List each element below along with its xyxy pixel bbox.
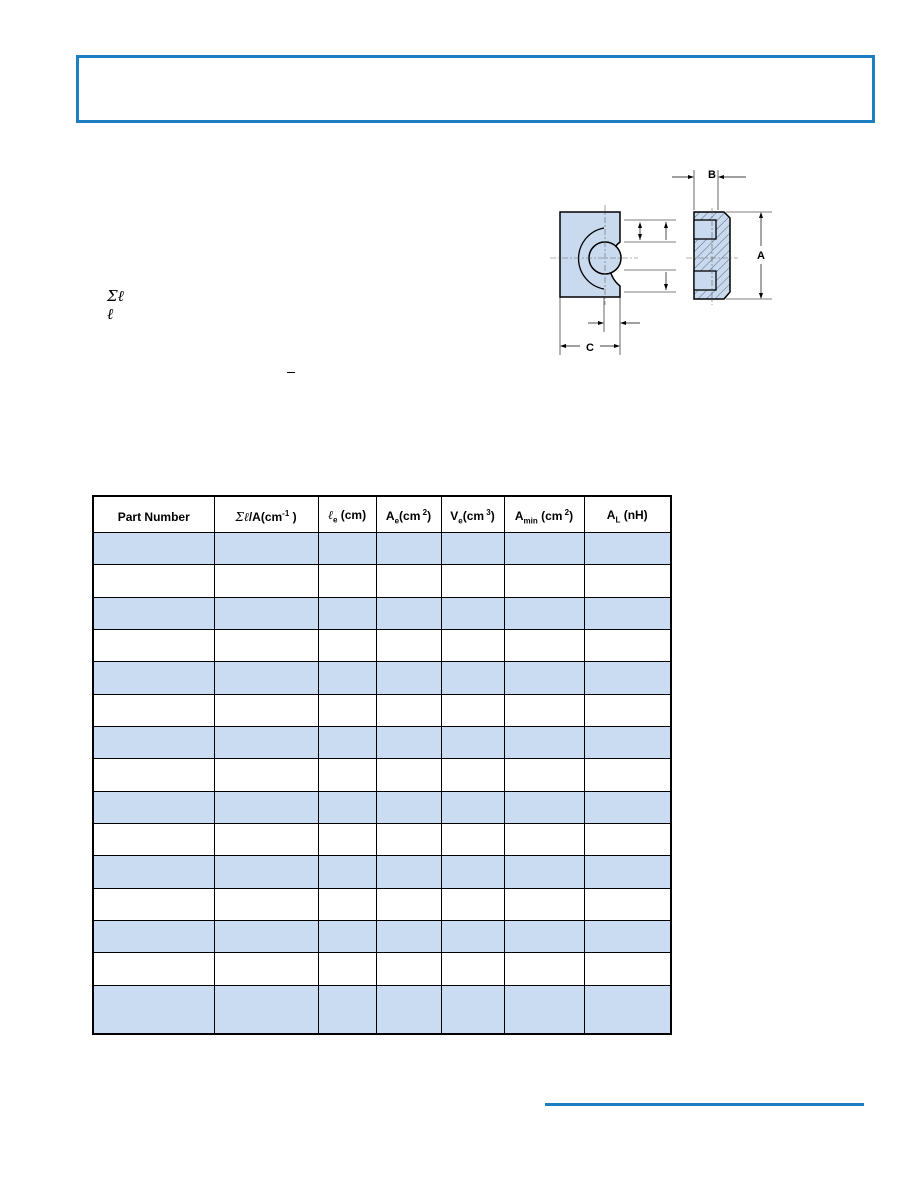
table-cell — [214, 597, 318, 629]
table-row — [93, 921, 671, 953]
table-cell — [441, 985, 504, 1034]
table-row — [93, 824, 671, 856]
table-cell — [584, 953, 671, 985]
table-cell — [376, 921, 441, 953]
table-cell — [214, 953, 318, 985]
dimension-label-a: A — [757, 250, 765, 262]
header-box — [76, 55, 875, 123]
table-row — [93, 791, 671, 823]
core-dimension-diagram — [548, 160, 778, 365]
table-cell — [441, 662, 504, 694]
table-cell — [93, 759, 214, 791]
table-row — [93, 565, 671, 597]
table-cell — [504, 856, 584, 888]
table-cell — [376, 565, 441, 597]
ell-symbol: ℓ — [107, 305, 114, 323]
core-specification-table — [92, 495, 672, 1035]
table-cell — [214, 824, 318, 856]
header-amin: $A_{min}$ (cm $^2$) — [504, 496, 584, 533]
table-cell — [318, 888, 376, 920]
table-cell — [441, 953, 504, 985]
table-cell — [441, 597, 504, 629]
table-cell — [376, 694, 441, 726]
table-cell — [584, 888, 671, 920]
table-cell — [214, 888, 318, 920]
table-cell — [93, 727, 214, 759]
footer-rule — [545, 1103, 864, 1106]
table-cell — [214, 856, 318, 888]
table-cell — [376, 759, 441, 791]
table-cell — [93, 565, 214, 597]
dimension-label-b: B — [708, 169, 716, 181]
table-cell — [584, 921, 671, 953]
table-cell — [93, 662, 214, 694]
table-cell — [318, 985, 376, 1034]
table-cell — [376, 630, 441, 662]
table-cell — [504, 727, 584, 759]
table-cell — [318, 856, 376, 888]
table-cell — [584, 533, 671, 565]
table-cell — [318, 824, 376, 856]
table-cell — [504, 597, 584, 629]
header-le: ℓ$_e$ (cm) — [318, 496, 376, 533]
table-cell — [214, 985, 318, 1034]
table-row — [93, 662, 671, 694]
table-cell — [214, 565, 318, 597]
table-cell — [584, 694, 671, 726]
table-cell — [441, 888, 504, 920]
table-cell — [584, 985, 671, 1034]
table-cell — [376, 953, 441, 985]
table-row — [93, 759, 671, 791]
table-cell — [584, 824, 671, 856]
table-row — [93, 985, 671, 1034]
table-cell — [318, 662, 376, 694]
table-cell — [504, 791, 584, 823]
dimension-label-c: C — [586, 342, 594, 354]
table-cell — [214, 727, 318, 759]
table-cell — [93, 694, 214, 726]
table-cell — [318, 565, 376, 597]
table-cell — [584, 565, 671, 597]
table-cell — [504, 533, 584, 565]
table-cell — [376, 888, 441, 920]
table-cell — [214, 694, 318, 726]
header-ve: $V_e(cm$ $^3$) — [441, 496, 504, 533]
table-cell — [584, 791, 671, 823]
table-cell — [441, 533, 504, 565]
table-cell — [504, 630, 584, 662]
table-cell — [318, 597, 376, 629]
table-row — [93, 630, 671, 662]
table-row — [93, 533, 671, 565]
table-cell — [318, 694, 376, 726]
table-header-row — [93, 496, 671, 533]
core-side-view — [672, 169, 772, 305]
table-cell — [376, 662, 441, 694]
table-cell — [504, 694, 584, 726]
table-cell — [214, 662, 318, 694]
table-cell — [93, 856, 214, 888]
table-cell — [376, 824, 441, 856]
table-cell — [93, 985, 214, 1034]
table-cell — [504, 888, 584, 920]
table-cell — [93, 630, 214, 662]
table-cell — [441, 694, 504, 726]
table-row — [93, 727, 671, 759]
table-cell — [441, 856, 504, 888]
header-sum-l-over-a: $\Sigma\ell/A(cm^{-1}$ ) — [214, 496, 318, 533]
table-row — [93, 888, 671, 920]
table-cell — [93, 921, 214, 953]
table-cell — [441, 921, 504, 953]
table-cell — [93, 888, 214, 920]
table-cell — [376, 597, 441, 629]
table-cell — [504, 565, 584, 597]
table-cell — [93, 953, 214, 985]
table-cell — [214, 791, 318, 823]
table-cell — [441, 759, 504, 791]
table-cell — [376, 533, 441, 565]
table-cell — [93, 824, 214, 856]
table-cell — [376, 856, 441, 888]
table-cell — [504, 824, 584, 856]
table-cell — [376, 727, 441, 759]
table-cell — [584, 856, 671, 888]
table-cell — [584, 662, 671, 694]
table-cell — [318, 727, 376, 759]
table-cell — [376, 791, 441, 823]
table-cell — [214, 630, 318, 662]
table-cell — [93, 533, 214, 565]
table-cell — [584, 727, 671, 759]
table-cell — [441, 630, 504, 662]
overbar-mark — [287, 372, 295, 373]
table-cell — [318, 921, 376, 953]
table-cell — [93, 791, 214, 823]
core-front-view — [550, 205, 676, 355]
table-cell — [504, 662, 584, 694]
table-body — [93, 533, 671, 1035]
table-cell — [441, 727, 504, 759]
table-cell — [214, 921, 318, 953]
sum-ell-symbol: Σℓ — [107, 287, 124, 305]
table-cell — [441, 565, 504, 597]
header-part-number: Part Number — [93, 496, 214, 533]
table-row — [93, 856, 671, 888]
table-cell — [318, 533, 376, 565]
header-al: $A_L$ (nH) — [584, 496, 671, 533]
table-cell — [318, 759, 376, 791]
table-row — [93, 597, 671, 629]
table-cell — [441, 824, 504, 856]
table-cell — [318, 630, 376, 662]
table-row — [93, 953, 671, 985]
table-cell — [441, 791, 504, 823]
table-row — [93, 694, 671, 726]
table-cell — [584, 759, 671, 791]
table-cell — [584, 597, 671, 629]
table-cell — [504, 953, 584, 985]
table-cell — [504, 921, 584, 953]
table-cell — [504, 985, 584, 1034]
table-cell — [504, 759, 584, 791]
table-cell — [584, 630, 671, 662]
table-cell — [318, 953, 376, 985]
table-cell — [214, 533, 318, 565]
table-cell — [376, 985, 441, 1034]
table-cell — [93, 597, 214, 629]
table-cell — [318, 791, 376, 823]
header-ae: $A_e(cm$ $^2$) — [376, 496, 441, 533]
table-cell — [214, 759, 318, 791]
